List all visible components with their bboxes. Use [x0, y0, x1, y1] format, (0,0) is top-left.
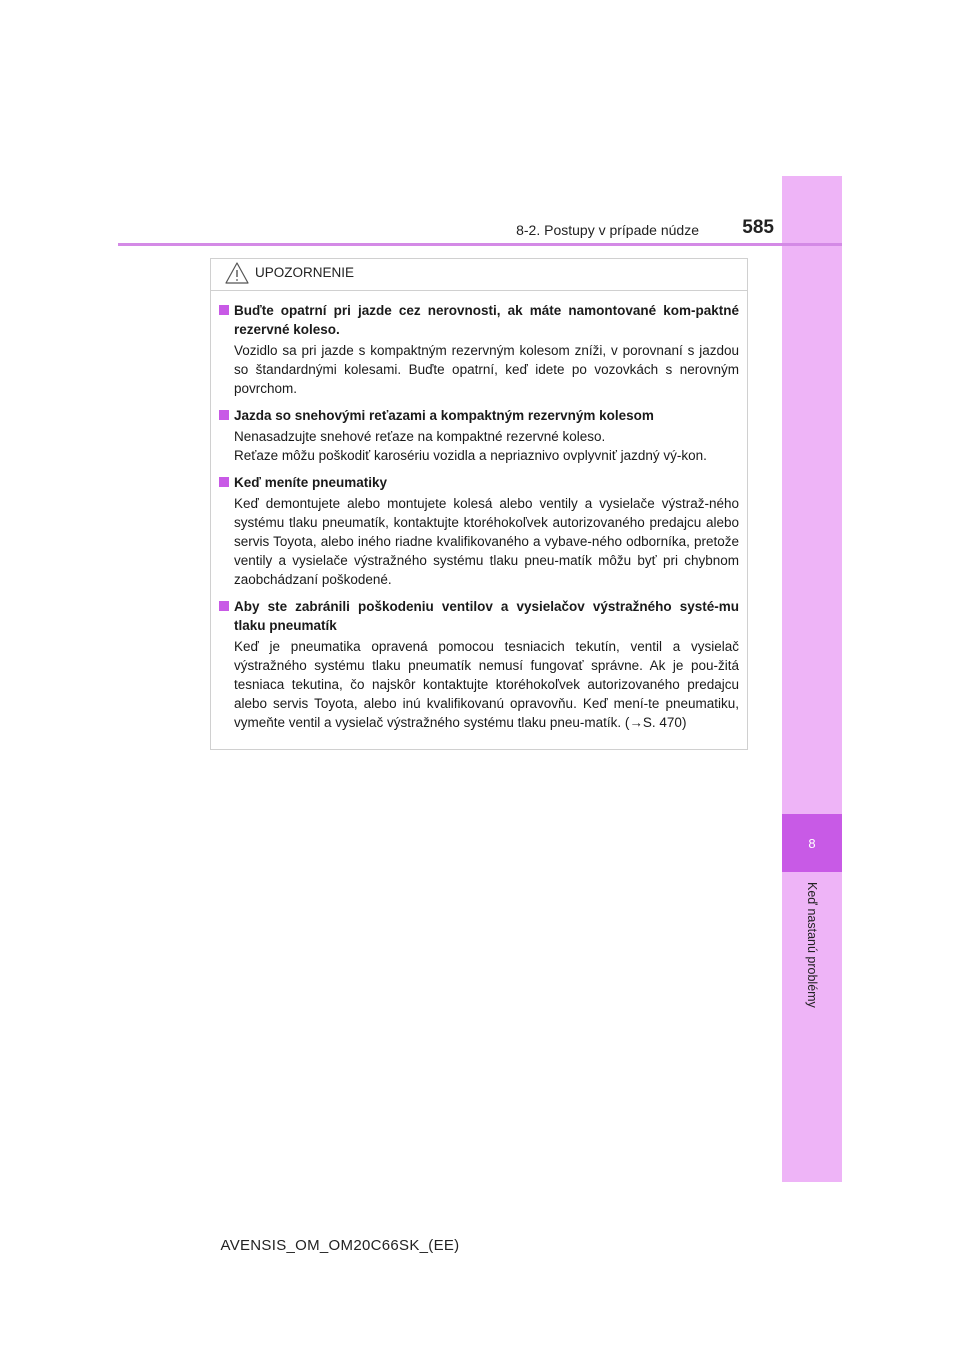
- section-text: Nenasadzujte snehové reťaze na kompaktné rezervné koleso. Reťaze môžu poškodiť karosériu vozidla a nepriaznivo ovplyvniť jazdný vý-kon.: [234, 429, 707, 463]
- header-rule: [118, 243, 842, 246]
- section-heading: Buďte opatrní pri jazde cez nerovnosti, ak máte namontované kom-paktné rezervné koleso.: [234, 303, 739, 337]
- section-heading: Aby ste zabránili poškodeniu ventilov a vysielačov výstražného systé-mu tlaku pneumatík: [234, 599, 739, 633]
- bullet-square-icon: [219, 305, 229, 315]
- caution-section: [219, 597, 739, 732]
- chapter-number: 8: [808, 835, 816, 851]
- document-id: AVENSIS_OM_OM20C66SK_(EE): [220, 1237, 460, 1254]
- caution-section: [219, 301, 739, 398]
- bullet-square-icon: [219, 601, 229, 611]
- bullet-square-icon: [219, 477, 229, 487]
- section-text: Keď je pneumatika opravená pomocou tesniacich tekutín, ventil a vysielač výstražného systému tlaku pneumatík nemusí fungovať správne. Ak je pou-žitá tesniaca tekutina, čo najskôr kontaktujte ktoréhokoľvek autorizovaného predajcu alebo servis Toyota, alebo inú kvalifikovanú opravovňu. Keď mení-te pneumatiku, vymeňte ventil a vysielač výstražného systému tlaku pneu-matík. (→S. 470): [234, 639, 739, 730]
- section-heading: Jazda so snehovými reťazami a kompaktným rezervným kolesom: [234, 408, 654, 423]
- bullet-square-icon: [219, 410, 229, 420]
- caution-section: [219, 406, 739, 465]
- chapter-number-tab[interactable]: [782, 814, 842, 872]
- section-title: 8-2. Postupy v prípade núdze: [516, 222, 699, 238]
- section-heading: Keď meníte pneumatiky: [234, 475, 387, 490]
- warning-triangle-icon: [225, 261, 249, 285]
- chapter-label: Keď nastanú problémy: [805, 882, 819, 1008]
- section-text: Keď demontujete alebo montujete kolesá alebo ventily a vysielače výstraž-ného systému tlaku pneumatík, kontaktujte ktoréhokoľvek autorizovaného predajcu alebo servis Toyota, alebo iného riadne kvalifikovaného a vybave-ného odborníka, pretože ventily a vysielače výstražného systému tlaku pneu-matík môžu byť pri chybnom zaobchádzaní poškodené.: [234, 496, 739, 587]
- caution-header: [211, 259, 747, 291]
- section-text: Vozidlo sa pri jazde s kompaktným rezervným kolesom zníži, v porovnaní s jazdou so štandardnými kolesami. Buďte opatrní, keď idete po vozovkách s nerovným povrchom.: [234, 343, 739, 396]
- caution-section: [219, 473, 739, 589]
- caution-body: [211, 291, 747, 732]
- caution-box: [210, 258, 748, 750]
- caution-title: UPOZORNENIE: [255, 265, 355, 280]
- page-number: 585: [742, 217, 774, 238]
- chapter-side-strip: [782, 176, 842, 1182]
